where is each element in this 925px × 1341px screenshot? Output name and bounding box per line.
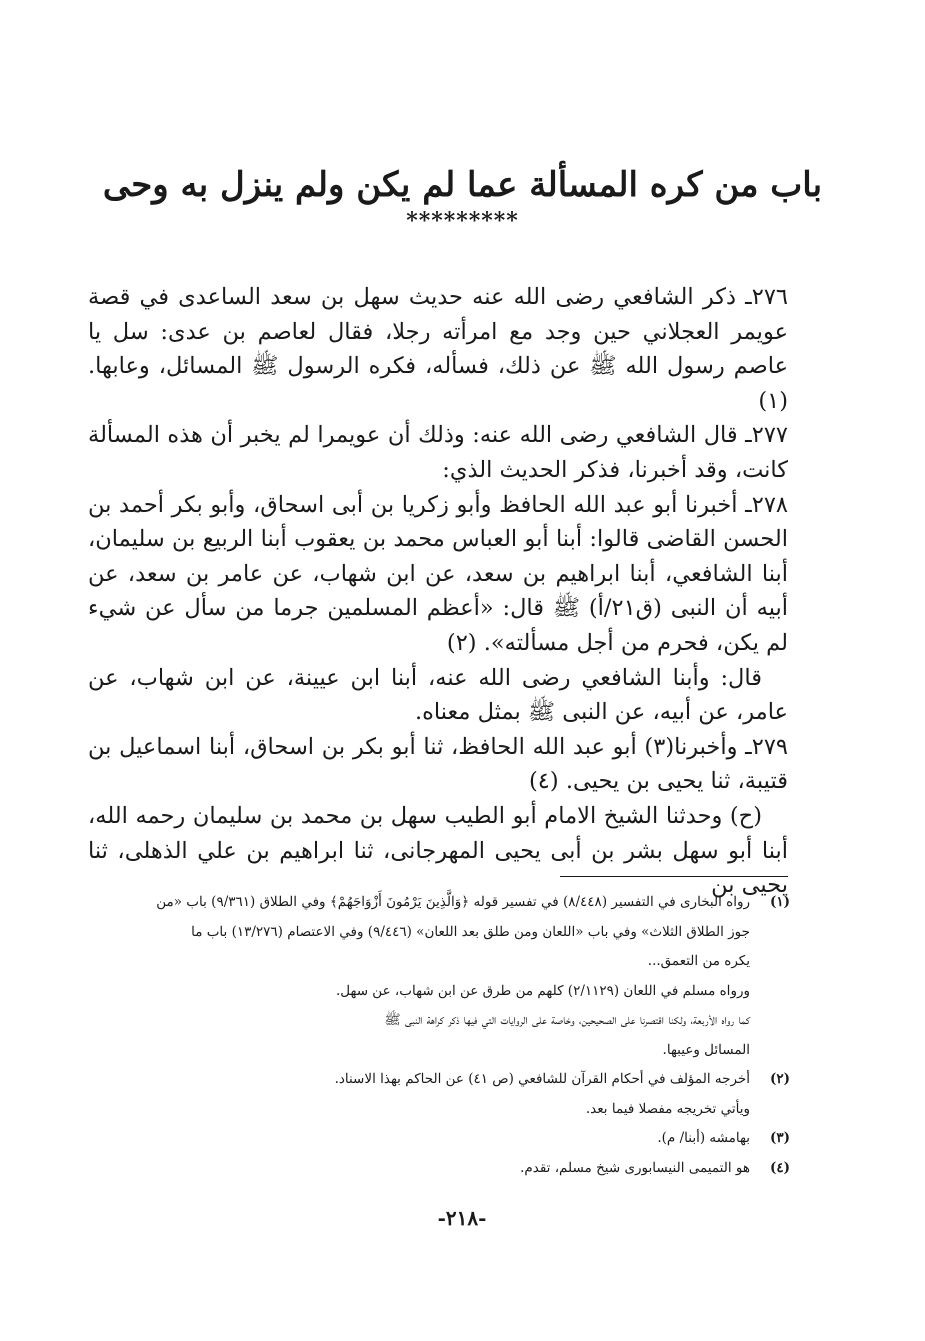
paragraph-277: ٢٧٧ـ قال الشافعي رضى الله عنه: وذلك أن عويمرا لم يخبر أن هذه المسألة كانت، وقد أخبرنا، فذكر الحديث الذي: (88, 422, 788, 483)
title-ornament: ********* (406, 208, 519, 234)
paragraph-276: ٢٧٦ـ ذكر الشافعي رضى الله عنه حديث سهل بن سعد الساعدى في قصة عويمر العجلاني حين وجد مع امرأته رجلا، فقال لعاصم بن عدى: سل يا عاصم رسول الله ﷺ عن ذلك، فسأله، فكره الرسول ﷺ المسائل، وعابها. (١) (88, 284, 788, 414)
footnote-line: ويأتي تخريجه مفصلا فيما بعد. (585, 1100, 750, 1117)
footnote-1-muslim (100, 977, 790, 1007)
paragraph-279: ٢٧٩ـ وأخبرنا(٣) أبو عبد الله الحافظ، ثنا أبو بكر بن اسحاق، أبنا اسماعيل بن قتيبة، ثنا يحيى بن يحيى. (٤) (88, 733, 788, 795)
page-number: -٢١٨- (437, 1206, 487, 1230)
footnote-line: ورواه مسلم في اللعان (٢/١١٢٩) كلهم من طرق عن ابن شهاب، عن سهل. (335, 982, 750, 999)
paragraph-278-continuation: قال: وأبنا الشافعي رضى الله عنه، أبنا ابن عيينة، عن ابن شهاب، عن عامر، عن أبيه، عن النبى ﷺ بمثل معناه. (88, 664, 788, 726)
footnote-number: (٢) (769, 1071, 790, 1087)
footnotes (100, 888, 790, 1183)
footnote-line: بهامشه (أبنا/ م). (657, 1130, 750, 1146)
footnote-line: هو التميمى النيسابورى شيخ مسلم، تقدم. (520, 1159, 750, 1176)
paragraph-279-continuation: (ح) وحدثنا الشيخ الامام أبو الطيب سهل بن محمد بن سليمان رحمه الله، أبنا أبو سهل بشر بن أبى يحيى المهرجانى، ثنا ابراهيم بن علي الذهلى، ثنا يحيى بن (88, 802, 788, 899)
footnote-2 (100, 1065, 790, 1124)
footnote-3 (100, 1124, 790, 1154)
footnote-separator (560, 876, 788, 877)
main-text (88, 280, 788, 903)
footnote-number: (١) (769, 894, 790, 910)
footnote-line: جوز الطلاق الثلاث» وفي باب «اللعان ومن طلق بعد اللعان» (٩/٤٤٦) وفي الاعتصام (١٣/٢٧٦) باب ما (191, 923, 750, 940)
footnote-line: رواه البخارى في التفسير (٨/٤٤٨) في تفسير قوله ﴿وَالَّذِينَ يَرْمُونَ أَزْوَاجَهُمْ﴾ وفي الطلاق (٩/٣٦١) باب «من (156, 894, 750, 910)
footnote-line: أخرجه المؤلف في أحكام القرآن للشافعي (ص ٤١) عن الحاكم بهذا الاسناد. (334, 1071, 750, 1087)
footnote-line: كما رواه الأربعة، ولكنا اقتصرنا على الصحيحين، وخاصة على الروايات التي فيها ذكر كراهة النبى ﷺ (384, 1012, 750, 1028)
paragraph-278: ٢٧٨ـ أخبرنا أبو عبد الله الحافظ وأبو زكريا بن أبى اسحاق، وأبو بكر أحمد بن الحسن القاضى قالوا: أبنا أبو العباس محمد بن يعقوب أبنا الربيع بن سليمان، أبنا الشافعي، أبنا ابراهيم بن سعد، عن ابن شهاب، عن عامر بن سعد، عن أبيه أن النبى (ق٢١/أ) ﷺ قال: «أعظم المسلمين جرما من سأل عن شيء لم يكن، فحرم من أجل مسألته». (٢) (88, 491, 788, 656)
footnote-1 (100, 888, 790, 977)
footnote-line: المسائل وعيبها. (662, 1041, 750, 1058)
footnote-4 (100, 1154, 790, 1184)
footnote-line: يكره من التعمق... (647, 953, 750, 969)
footnote-1-four (100, 1006, 790, 1065)
footnote-number: (٤) (769, 1159, 790, 1176)
chapter-title: باب من كره المسألة عما لم يكن ولم ينزل به وحى (102, 165, 823, 205)
footnote-number: (٣) (769, 1130, 790, 1146)
